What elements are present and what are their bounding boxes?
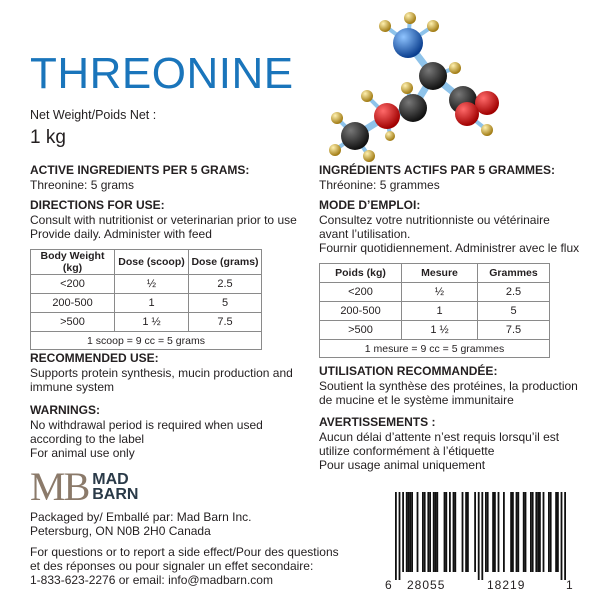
barcode-digit-last: 1 xyxy=(566,578,574,592)
barcode-bar xyxy=(478,492,480,580)
barcode-bar xyxy=(474,492,476,572)
fr-warnings-line-1: Aucun délai d’attente n’est requis lorsqu’il est xyxy=(319,430,560,444)
barcode-bar xyxy=(539,492,541,572)
en-directions-heading: DIRECTIONS FOR USE: xyxy=(30,198,165,212)
table-cell: 5 xyxy=(189,294,262,313)
barcode-bar xyxy=(537,492,539,572)
barcode-bars xyxy=(383,492,578,580)
barcode-left-group: 28055 xyxy=(407,578,446,592)
barcode-bar xyxy=(395,492,397,580)
barcode-bar xyxy=(444,492,446,572)
contact-line-1: For questions or to report a side effect/Pour des questions xyxy=(30,545,339,559)
en-active-text: Threonine: 5 grams xyxy=(30,178,135,192)
table-row xyxy=(31,294,262,313)
barcode-bar xyxy=(481,492,483,580)
contact-line-2: et des réponses ou pour signaler un effet secondaire: xyxy=(30,559,314,573)
barcode-bar xyxy=(530,492,532,572)
barcode-bar xyxy=(433,492,435,572)
barcode-bar xyxy=(453,492,455,572)
packaged-line-1: Packaged by/ Emballé par: Mad Barn Inc. xyxy=(30,510,252,524)
barcode-bar xyxy=(408,492,410,572)
barcode-bar xyxy=(523,492,525,572)
logo-word-mad: MAD xyxy=(92,471,129,488)
en-recommended-line-1: Supports protein synthesis, mucin production and xyxy=(30,366,293,380)
barcode-digits xyxy=(383,578,578,594)
barcode-bar xyxy=(555,492,557,572)
barcode-bar xyxy=(564,492,566,580)
fr-directions-line-3: Fournir quotidiennement. Administrer avec le flux xyxy=(319,241,580,255)
table-footer: 1 scoop = 9 cc = 5 grams xyxy=(31,332,262,350)
table-cell: 1 xyxy=(115,294,189,313)
barcode-bar xyxy=(406,492,408,572)
table-cell: 7.5 xyxy=(478,321,550,340)
table-header-cell: Body Weight (kg) xyxy=(31,250,115,275)
molecule-illustration xyxy=(315,8,520,163)
logo-wordmark xyxy=(92,472,138,502)
table-cell: 2.5 xyxy=(478,283,550,302)
table-cell: >500 xyxy=(31,313,115,332)
fr-recommended-line-1: Soutient la synthèse des protéines, la production xyxy=(319,379,578,393)
fr-warnings-line-2: utilize conformément à l’étiquette xyxy=(319,444,495,458)
table-row xyxy=(31,275,262,294)
barcode-bar xyxy=(417,492,419,572)
barcode-bar xyxy=(517,492,519,572)
fr-dosage-table xyxy=(319,263,550,358)
table-footer: 1 mesure = 9 cc = 5 grammes xyxy=(320,340,550,358)
fr-directions-line-2: avant l’utilisation. xyxy=(319,227,411,241)
barcode-bar xyxy=(543,492,545,572)
table-cell: >500 xyxy=(320,321,402,340)
barcode-bar xyxy=(512,492,514,572)
table-footer-row xyxy=(31,332,262,350)
barcode-bar xyxy=(411,492,413,572)
table-header-cell: Mesure xyxy=(402,264,478,283)
barcode-bar xyxy=(402,492,404,572)
table-cell: 1 ½ xyxy=(115,313,189,332)
barcode-bar xyxy=(399,492,401,580)
net-weight-value: 1 kg xyxy=(30,127,66,148)
fr-recommended-line-2: de mucine et le système immunitaire xyxy=(319,393,514,407)
barcode-bar xyxy=(510,492,512,572)
table-row xyxy=(320,302,550,321)
fr-directions-heading: MODE D’EMPLOI: xyxy=(319,198,421,212)
logo-monogram: MB xyxy=(30,464,89,509)
barcode-bar xyxy=(532,492,534,572)
barcode-bar xyxy=(548,492,550,572)
table-row xyxy=(31,313,262,332)
table-cell: ½ xyxy=(402,283,478,302)
barcode-bar xyxy=(516,492,518,572)
en-dosage-table xyxy=(30,249,262,350)
contact-line-3: 1-833-623-2276 or email: info@madbarn.com xyxy=(30,573,273,587)
upc-barcode xyxy=(383,492,578,600)
mad-barn-logo xyxy=(30,464,139,509)
table-cell: 1 ½ xyxy=(402,321,478,340)
en-recommended-line-2: immune system xyxy=(30,380,115,394)
en-warnings-line-2: according to the label xyxy=(30,432,145,446)
en-warnings-line-1: No withdrawal period is required when used xyxy=(30,418,263,432)
table-footer-row xyxy=(320,340,550,358)
barcode-bar xyxy=(462,492,464,572)
barcode-bar xyxy=(498,492,500,572)
product-title: THREONINE xyxy=(30,49,294,98)
barcode-bar xyxy=(485,492,487,572)
barcode-right-group: 18219 xyxy=(487,578,526,592)
table-header-cell: Grammes xyxy=(478,264,550,283)
table-row xyxy=(320,321,550,340)
barcode-bar xyxy=(427,492,429,572)
barcode-bar xyxy=(429,492,431,572)
en-warnings-heading: WARNINGS: xyxy=(30,403,100,417)
barcode-bar xyxy=(494,492,496,572)
barcode-bar xyxy=(561,492,563,580)
barcode-bar xyxy=(454,492,456,572)
barcode-bar xyxy=(409,492,411,572)
barcode-bar xyxy=(487,492,489,572)
table-row xyxy=(320,283,550,302)
packaged-line-2: Petersburg, ON N0B 2H0 Canada xyxy=(30,524,211,538)
table-cell: 7.5 xyxy=(189,313,262,332)
barcode-bar xyxy=(445,492,447,572)
table-header-cell: Dose (grams) xyxy=(189,250,262,275)
table-header-row xyxy=(320,264,550,283)
en-directions-line-1: Consult with nutritionist or veterinarian prior to use xyxy=(30,213,297,227)
logo-word-barn: BARN xyxy=(92,486,139,503)
table-cell: 200-500 xyxy=(320,302,402,321)
table-cell: 5 xyxy=(478,302,550,321)
barcode-bar xyxy=(422,492,424,572)
barcode-bar xyxy=(503,492,505,572)
table-cell: ½ xyxy=(115,275,189,294)
fr-warnings-line-3: Pour usage animal uniquement xyxy=(319,458,486,472)
table-cell: 2.5 xyxy=(189,275,262,294)
en-recommended-heading: RECOMMENDED USE: xyxy=(30,351,159,365)
en-active-heading: ACTIVE INGREDIENTS PER 5 GRAMS: xyxy=(30,163,250,177)
en-directions-line-2: Provide daily. Administer with feed xyxy=(30,227,212,241)
barcode-bar xyxy=(449,492,451,572)
barcode-digit-first: 6 xyxy=(385,578,393,592)
barcode-bar xyxy=(550,492,552,572)
table-header-row xyxy=(31,250,262,275)
barcode-bar xyxy=(435,492,437,572)
table-cell: 200-500 xyxy=(31,294,115,313)
barcode-bar xyxy=(525,492,527,572)
fr-recommended-heading: UTILISATION RECOMMANDÉE: xyxy=(319,364,498,378)
en-warnings-line-3: For animal use only xyxy=(30,446,135,460)
net-weight-label: Net Weight/Poids Net : xyxy=(30,108,157,122)
table-header-cell: Dose (scoop) xyxy=(115,250,189,275)
barcode-bar xyxy=(557,492,559,572)
table-header-cell: Poids (kg) xyxy=(320,264,402,283)
table-cell: 1 xyxy=(402,302,478,321)
fr-directions-line-1: Consultez votre nutritionniste ou vétérinaire xyxy=(319,213,550,227)
barcode-bar xyxy=(436,492,438,572)
fr-active-heading: INGRÉDIENTS ACTIFS PAR 5 GRAMMES: xyxy=(319,163,556,177)
fr-active-text: Thréonine: 5 grammes xyxy=(319,178,440,192)
barcode-bar xyxy=(424,492,426,572)
barcode-bar xyxy=(492,492,494,572)
barcode-bar xyxy=(535,492,537,572)
barcode-bar xyxy=(467,492,469,572)
fr-warnings-heading: AVERTISSEMENTS : xyxy=(319,415,436,429)
table-cell: <200 xyxy=(31,275,115,294)
barcode-bar xyxy=(465,492,467,572)
table-cell: <200 xyxy=(320,283,402,302)
